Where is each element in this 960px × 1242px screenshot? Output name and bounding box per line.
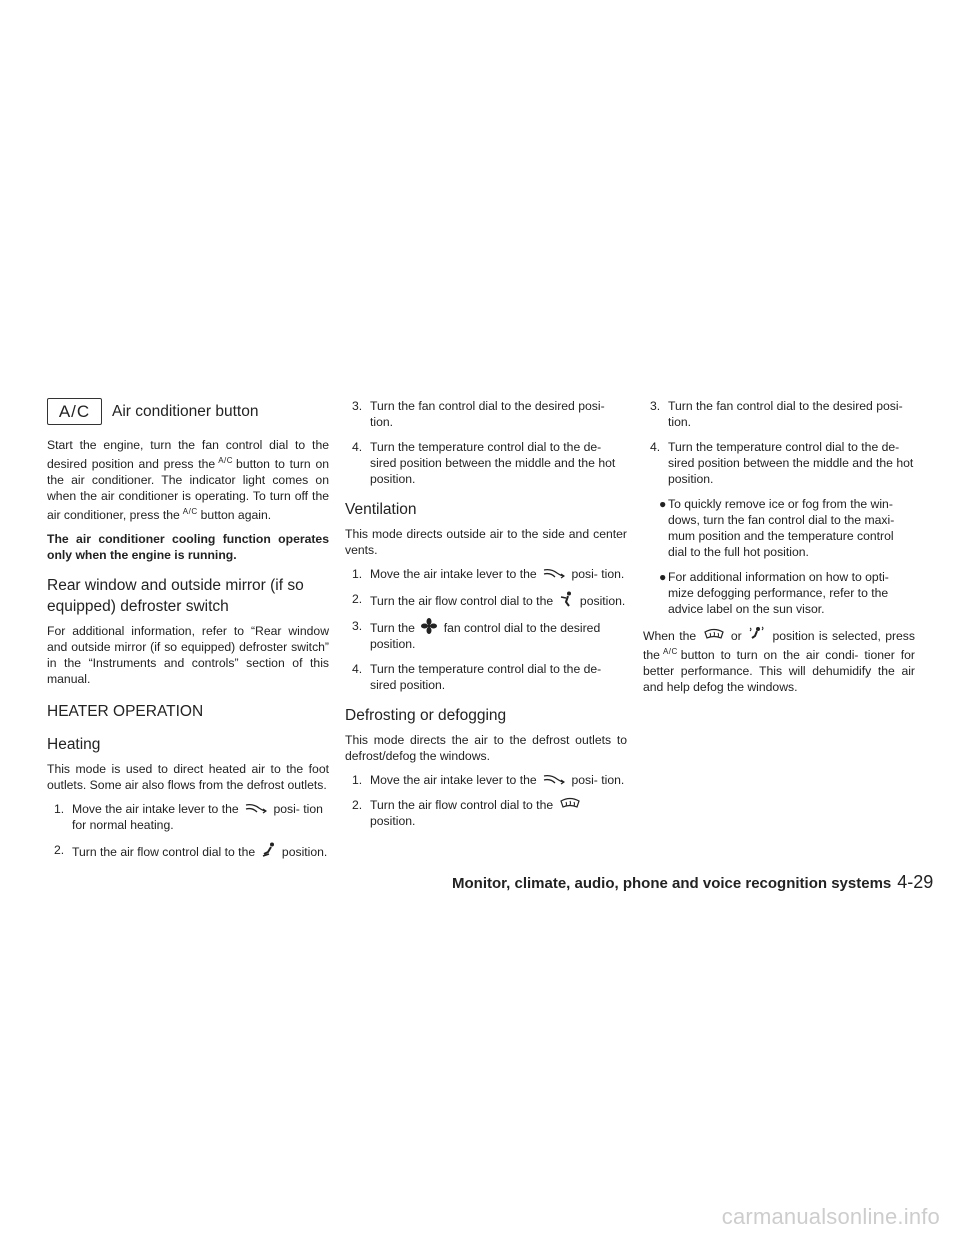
list-item: 4. Turn the temperature control dial to the de- sired position between the middle and the hot position. [650,440,914,486]
foot-mode-icon [262,842,276,858]
ventilation-intro: This mode directs outside air to the side and center vents. [345,527,627,557]
rear-defroster-title: Rear window and outside mirror (if so equipped) defroster switch [47,577,304,615]
ac-button-icon: A/C [218,456,234,465]
column-1 [47,398,329,869]
list-item: 2. Turn the air flow control dial to the position. [54,843,328,859]
vent-mode-icon [560,591,574,607]
fan-icon [421,618,437,634]
defrost-icon [560,797,580,811]
page-number: 4-29 [897,872,934,892]
list-item: 3. Turn the fan control dial to the desired posi- tion. [352,399,605,429]
watermark: carmanualsonline.info [721,1204,940,1229]
bullet-icon: ● [659,497,667,511]
list-item: 4. Turn the temperature control dial to the de- sired position between the middle and the hot position. [352,440,616,486]
list-item: 3. Turn the fan control dial to the desired position. [352,619,601,651]
list-item: 4. Turn the temperature control dial to the de- sired position. [352,662,602,692]
heater-operation-title: HEATER OPERATION [47,703,204,720]
ac-section-heading [47,398,329,425]
bullet-item: ● To quickly remove ice or fog from the win- dows, turn the fan control dial to the maxi- mum position and the temperature control dial to the full hot position. [659,497,895,559]
defrost-foot-icon [749,626,765,642]
ac-button-icon: A/C [182,507,198,516]
heating-intro: This mode is used to direct heated air to the foot outlets. Some air also flows from the defrost outlets. [47,762,329,792]
list-item: 1. Move the air intake lever to the posi- tion. [352,567,625,581]
bullet-icon: ● [659,570,667,584]
footer-title: Monitor, climate, audio, phone and voice recognition systems [452,875,892,892]
heating-title: Heating [47,736,101,753]
page-footer [452,872,934,892]
list-item: 2. Turn the air flow control dial to the position. [345,797,627,829]
ac-badge-icon: A/C [47,398,102,425]
ac-button-icon: A/C [662,647,678,656]
ac-paragraph: Start the engine, turn the fan control dial to the desired position and press the $^{A/C}$ button to turn on the air conditioner. The indicator light comes on when the air conditioner is operating. To turn off the air conditioner, press the $^{A/C}$ button again. [47,438,330,522]
list-item: 1. Move the air intake lever to the posi- tion. [352,773,625,787]
column-2 [345,398,627,838]
ac-section-title: Air conditioner button [112,402,259,420]
defrosting-title: Defrosting or defogging [345,707,507,724]
defrost-icon [704,628,724,642]
list-item: 1. Move the air intake lever to the posi- tion for normal heating. [54,802,323,832]
recirculation-off-icon [543,566,565,580]
list-item: 2. Turn the air flow control dial to the position. [352,592,626,608]
recirculation-off-icon [245,801,267,815]
recirculation-off-icon [543,772,565,786]
column-3 [643,398,915,703]
ventilation-title: Ventilation [345,501,417,518]
bullet-item: ● For additional information on how to opti- mize defogging performance, refer to the advice label on the sun visor. [659,570,889,616]
defrosting-intro: This mode directs the air to the defrost outlets to defrost/defog the windows. [345,733,627,763]
list-item: 3. Turn the fan control dial to the desired posi- tion. [650,399,903,429]
when-paragraph: When the or position is selected, press the $^{A/C}$ button to turn on the air condi- tioner for better performance. This will dehumidify the air and help defog the windows. [643,626,915,695]
rear-defroster-text: For additional information, refer to “Rear window and outside mirror (if so equipped) defroster switch” in the “Instruments and controls” section of this manual. [47,624,329,686]
ac-bold-note: The air conditioner cooling function operates only when the engine is running. [47,532,329,562]
